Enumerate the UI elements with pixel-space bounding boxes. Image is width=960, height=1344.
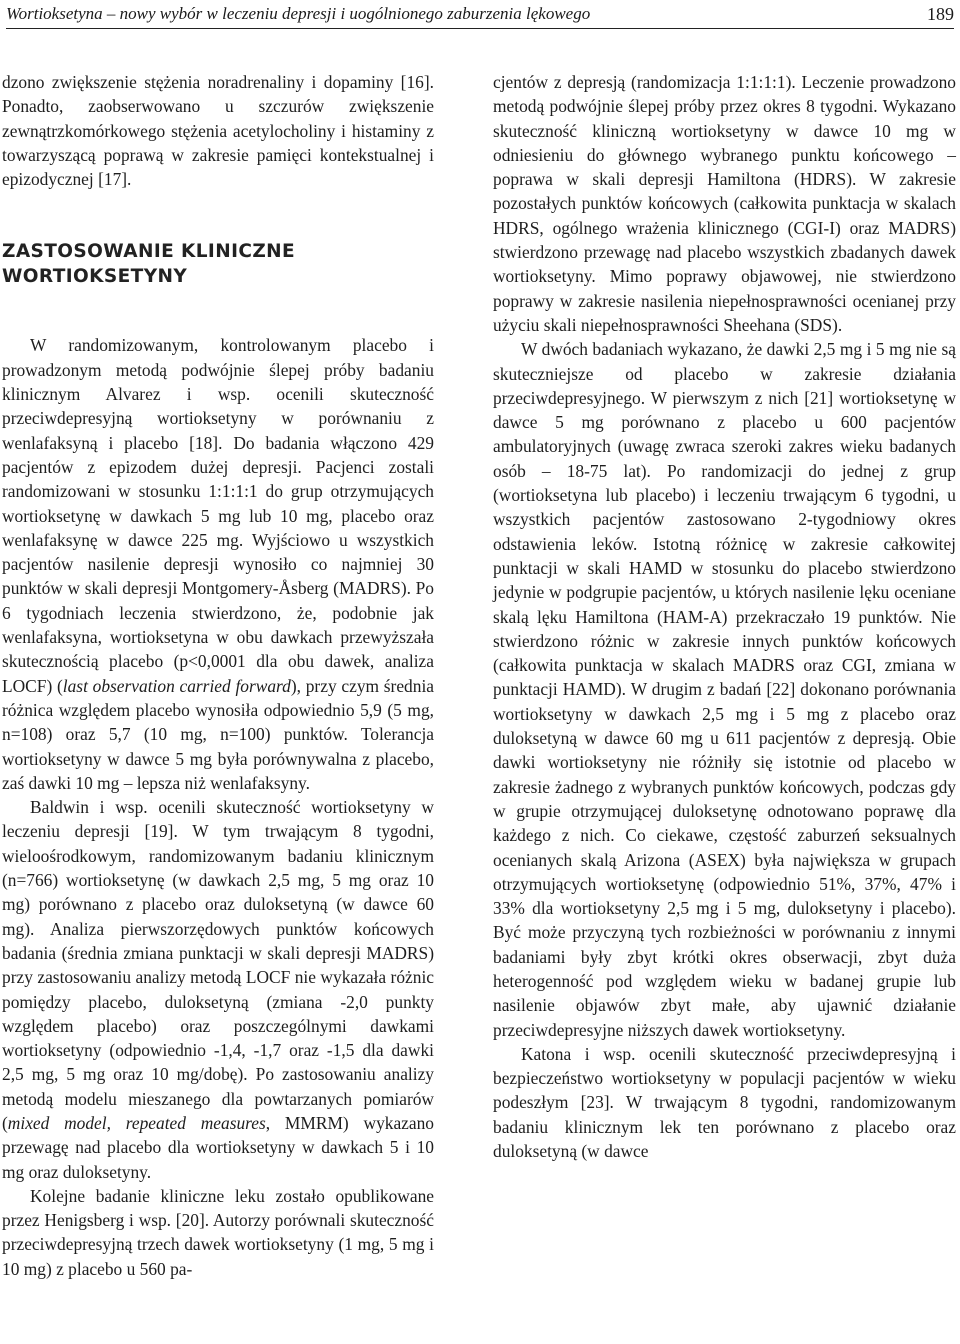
- paragraph-continuation: dzono zwiększenie stężenia noradrenaliny i dopaminy [16]. Ponadto, zaobserwowano u szczurów zwiększenie zewnątrzkomórkowego stężenia acetylocholiny i histaminy z towarzyszącą poprawą w zakresie pamięci kontekstualnej i epizodycznej [17].: [2, 72, 434, 190]
- paragraph-baldwin: Baldwin i wsp. ocenili skuteczność wortioksetyny w leczeniu depresji [19]. W tym trwającym 8 tygodni, wieloośrodkowym, randomizowanym badaniu klinicznym (n=766) wortioksetynę (w dawkach 2,5 mg, 5 mg oraz 10 mg) porównano z placebo oraz duloksetyną (w dawce 60 mg). Analiza pierwszorzędowych punktów końcowych badania (średnia zmiana punktacji w skali depresji MADRS) przy zastosowaniu analizy metodą LOCF nie wykazała różnic pomiędzy placebo, duloksetyną (zmiana -2,0 punkty względem placebo) oraz poszczególnymi dawkami wortioksetyny (odpowiednio -1,4, -1,7 oraz -1,5 dla dawki 2,5 mg, 5 mg oraz 10 mg/dobę). Po zastosowaniu analizy metodą modelu mieszanego dla powtarzanych pomiarów (mixed model, repeated measures, MMRM) wykazano przewagę nad placebo dla wortioksetyny w dawkach 5 i 10 mg oraz duloksetyny.: [2, 797, 435, 1182]
- italic-term: last observation carried forward: [62, 675, 291, 696]
- section-heading-line2: WORTIOKSETYNY: [2, 266, 188, 288]
- paragraph-alvarez: W randomizowanym, kontrolowanym placebo i prowadzonym metodą podwójnie ślepej próby badaniu klinicznym Alvarez i wsp. ocenili skuteczność przeciwdepresyjną wortioksetyny w porównaniu z wenlafaksyną i placebo [18]. Do badania włączono 429 pacjentów z epizodem dużej depresji. Pacjenci zostali randomizowani w stosunku 1:1:1:1 do grup otrzymujących wortioksetynę w dawkach 5 mg lub 10 mg, placebo oraz wenlafaksynę w dawce 225 mg. Wyjściowo u wszystkich pacjentów nasilenie depresji wynosiło co najmniej 30 punktów w skali depresji Montgomery-Åsberg (MADRS). Po 6 tygodniach leczenia stwierdzono, że, podobnie jak wenlafaksyna, wortioksetyna w obu dawkach przewyższała skutecznością placebo (p<0,0001 dla obu dawek, analiza LOCF) (last observation carried forward), przy czym średnia różnica względem placebo wynosiła odpowiednio 5,9 (5 mg, n=108) oraz 5,7 (10 mg, n=100) punktów. Tolerancja wortioksetyny w dawce 5 mg była porównywalna z placebo, zaś dawki 10 mg – lepsza niż wenlafaksyny.: [2, 335, 434, 793]
- right-column: [493, 70, 956, 1163]
- italic-term: mixed model, repeated measures: [7, 1112, 266, 1133]
- running-header: [6, 0, 954, 29]
- paragraph-katona: Katona i wsp. ocenili skuteczność przeciwdepresyjną i bezpieczeństwo wortioksetyny w populacji pacjentów w wieku podeszłym [23]. W trwającym 8 tygodni, randomizowanym badaniu klinicznym lek ten porównano z placebo oraz duloksetyną (w dawce: [493, 1043, 956, 1162]
- section-heading-line1: ZASTOSOWANIE KLINICZNE: [2, 241, 296, 263]
- running-title: Wortioksetyna – nowy wybór w leczeniu depresji i uogólnionego zaburzenia lękowego: [6, 4, 591, 23]
- section-heading: [2, 239, 434, 289]
- page-number: 189: [927, 3, 954, 24]
- left-column: [2, 70, 434, 1281]
- paragraph-two-studies: W dwóch badaniach wykazano, że dawki 2,5 mg i 5 mg nie są skuteczniejsze od placebo w zakresie działania przeciwdepresyjnego. W pierwszym z nich [21] wortioksetynę w dawce 5 mg porównano z placebo u 600 pacjentów ambulatoryjnych (uwagę zwraca szeroki zakres wieku badanych osób – 18-75 lat). Po randomizacji do jednej z grup (wortioksetyna lub placebo) i leczeniu trwającym 6 tygodni, u wszystkich pacjentów zastosowano 2-tygodniowy okres odstawienia leków. Istotną różnicę w zakresie całkowitej punktacji w skali HAMD w stosunku do placebo stwierdzono jedynie w podgrupie pacjentów, u których nasilenie lęku oceniane skalą lęku Hamiltona (HAM-A) przekraczało 19 punktów. Nie stwierdzono różnic w zakresie innych punktów końcowych (całkowita punktacja w skalach MADRS oraz CGI, zmiana w punktacji HAMD). W drugim z badań [22] dokonano porównania wortioksetyny w dawkach 2,5 mg i 5 mg z placebo oraz duloksetyną w dawce 60 mg u 611 pacjentów z depresją. Obie dawki wortioksetyny nie różniły się istotnie od placebo w zakresie żadnego z wybranych punktów końcowych, podczas gdy w grupie otrzymującej duloksetynę odnotowano poprawę dla każdego z nich. Co ciekawe, częstość zaburzeń seksualnych ocenianych skalą Arizona (ASEX) była największa w grupach otrzymujących wortioksetynę (odpowiednio 51%, 37%, 47% i 33% dla wortioksetyny 2,5 mg i 5 mg, duloksetyny i placebo). Być może przyczyną tych rozbieżności w porównaniu z innymi badaniami były zbyt krótki okres obserwacji, zbyt duża heterogenność pod względem wieku w badanej grupie lub nasilenie objawów zbyt małe, aby ujawnić działanie przeciwdepresyjne niższych dawek wortioksetyny.: [493, 339, 956, 1040]
- paragraph-henigsberg: Kolejne badanie kliniczne leku zostało opublikowane przez Henigsberg i wsp. [20]. Autorzy porównali skuteczność przeciwdepresyjną trzech dawek wortioksetyny (1 mg, 5 mg i 10 mg) z placebo u 560 pa-: [2, 1185, 434, 1279]
- paragraph-continuation: cjentów z depresją (randomizacja 1:1:1:1). Leczenie prowadzono metodą podwójnie ślepej próby przez okres 8 tygodni. Wykazano skuteczność kliniczną wortioksetyny w dawce 10 mg w odniesieniu do głównego wybranego punktu końcowego – poprawa w skali depresji Hamiltona (HDRS). W zakresie pozostałych punktów końcowych (całkowita punktacja w skalach HDRS, ogólnego wrażenia klinicznego (CGI-I) oraz MADRS) stwierdzono przewagę nad placebo wszystkich zbadanych dawek wortioksetyny. Mimo poprawy objawowej, nie stwierdzono poprawy w zakresie nasilenia niepełnosprawności ocenianej przy użyciu skali niepełnosprawności Sheehana (SDS).: [493, 72, 956, 335]
